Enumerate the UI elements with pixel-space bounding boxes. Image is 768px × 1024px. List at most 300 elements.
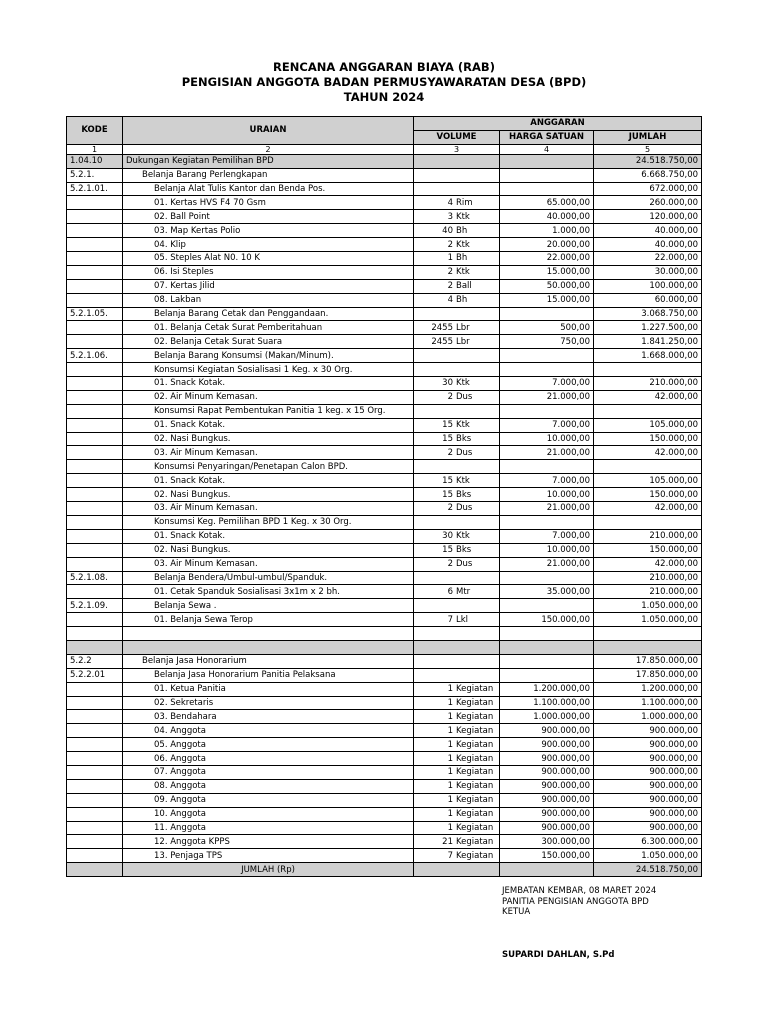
row-harga-satuan: [500, 154, 594, 168]
volume-qty: 2455: [431, 336, 453, 347]
row-volume: [414, 807, 500, 821]
row-harga-satuan: 10.000,00: [500, 432, 594, 446]
row-harga-satuan: 21.000,00: [500, 390, 594, 404]
row-kode: [67, 363, 123, 377]
row-jumlah: [594, 363, 702, 377]
row-harga-satuan: 15.000,00: [500, 265, 594, 279]
row-volume: [414, 835, 500, 849]
total-label: JUMLAH (Rp): [123, 863, 414, 877]
row-harga-satuan: 900.000,00: [500, 765, 594, 779]
volume-qty: 1: [447, 795, 453, 806]
row-volume: [414, 363, 500, 377]
row-uraian: 01. Ketua Panitia: [123, 682, 414, 696]
volume-unit: Rim: [456, 197, 473, 208]
budget-table-body: [67, 154, 702, 862]
row-harga-satuan: 7.000,00: [500, 377, 594, 391]
row-uraian: 03. Air Minum Kemasan.: [123, 446, 414, 460]
volume-unit: Lbr: [456, 322, 470, 333]
table-row: [67, 710, 702, 724]
row-kode: [67, 321, 123, 335]
volume-unit: Kegiatan: [456, 850, 494, 861]
row-harga-satuan: 35.000,00: [500, 585, 594, 599]
row-kode: [67, 821, 123, 835]
row-uraian: Belanja Jasa Honorarium: [123, 654, 414, 668]
row-jumlah: 900.000,00: [594, 738, 702, 752]
volume-pair: [417, 530, 496, 542]
volume-qty: 21: [442, 836, 453, 847]
volume-pair: [417, 266, 496, 278]
volume-qty: 30: [442, 378, 453, 389]
table-row: [67, 849, 702, 863]
table-row: [67, 682, 702, 696]
volume-pair: [417, 225, 496, 237]
row-harga-satuan: 900.000,00: [500, 807, 594, 821]
row-harga-satuan: [500, 640, 594, 654]
row-uraian: Belanja Barang Cetak dan Penggandaan.: [123, 307, 414, 321]
row-uraian: 12. Anggota KPPS: [123, 835, 414, 849]
row-jumlah: 1.000.000,00: [594, 710, 702, 724]
row-harga-satuan: 65.000,00: [500, 196, 594, 210]
row-uraian: 07. Kertas Jilid: [123, 279, 414, 293]
volume-pair: [417, 239, 496, 251]
row-uraian: [123, 640, 414, 654]
row-jumlah: 150.000,00: [594, 488, 702, 502]
table-row: [67, 779, 702, 793]
volume-qty: 1: [447, 253, 453, 264]
volume-pair: [417, 475, 496, 487]
volume-pair: [417, 447, 496, 459]
row-volume: [414, 279, 500, 293]
row-jumlah: 120.000,00: [594, 210, 702, 224]
row-volume: [414, 585, 500, 599]
row-uraian: 02. Sekretaris: [123, 696, 414, 710]
table-row: [67, 765, 702, 779]
volume-pair: [417, 808, 496, 820]
row-jumlah: 900.000,00: [594, 807, 702, 821]
row-kode: [67, 252, 123, 266]
volume-unit: Ktk: [456, 531, 470, 542]
volume-qty: 1: [447, 781, 453, 792]
row-kode: [67, 682, 123, 696]
row-volume: [414, 238, 500, 252]
table-row: [67, 613, 702, 627]
volume-pair: [417, 780, 496, 792]
row-kode: [67, 460, 123, 474]
row-jumlah: 1.050.000,00: [594, 613, 702, 627]
table-row: [67, 293, 702, 307]
row-harga-satuan: 10.000,00: [500, 488, 594, 502]
row-kode: [67, 488, 123, 502]
row-kode: 5.2.2: [67, 654, 123, 668]
row-jumlah: 210.000,00: [594, 529, 702, 543]
header-anggaran: ANGGARAN: [414, 117, 702, 131]
row-uraian: Konsumsi Kegiatan Sosialisasi 1 Keg. x 30 Org.: [123, 363, 414, 377]
row-uraian: 08. Lakban: [123, 293, 414, 307]
row-volume: [414, 529, 500, 543]
row-kode: [67, 613, 123, 627]
row-volume: [414, 474, 500, 488]
row-kode: [67, 738, 123, 752]
volume-pair: [417, 252, 496, 264]
volume-pair: [417, 697, 496, 709]
volume-unit: Kegiatan: [456, 725, 494, 736]
header-num-1: 1: [67, 144, 123, 154]
row-kode: [67, 404, 123, 418]
table-row: [67, 390, 702, 404]
volume-qty: 30: [442, 531, 453, 542]
table-row: [67, 585, 702, 599]
row-uraian: 11. Anggota: [123, 821, 414, 835]
table-row: [67, 418, 702, 432]
volume-qty: 1: [447, 822, 453, 833]
table-row: [67, 738, 702, 752]
row-harga-satuan: 7.000,00: [500, 418, 594, 432]
row-kode: 5.2.1.01.: [67, 182, 123, 196]
row-uraian: Belanja Jasa Honorarium Panitia Pelaksana: [123, 668, 414, 682]
volume-qty: 15: [442, 545, 453, 556]
volume-pair: [417, 766, 496, 778]
row-volume: [414, 668, 500, 682]
volume-pair: [417, 794, 496, 806]
table-row: [67, 238, 702, 252]
table-row: [67, 557, 702, 571]
volume-pair: [417, 377, 496, 389]
total-harga-cell: [500, 863, 594, 877]
row-volume: [414, 724, 500, 738]
header-jumlah: JUMLAH: [594, 130, 702, 144]
row-kode: [67, 557, 123, 571]
row-kode: [67, 418, 123, 432]
row-volume: [414, 418, 500, 432]
row-jumlah: 100.000,00: [594, 279, 702, 293]
volume-qty: 1: [447, 697, 453, 708]
volume-pair: [417, 614, 496, 626]
row-kode: [67, 335, 123, 349]
row-volume: [414, 752, 500, 766]
row-harga-satuan: [500, 182, 594, 196]
row-harga-satuan: [500, 571, 594, 585]
row-kode: 5.2.2.01: [67, 668, 123, 682]
header-volume: VOLUME: [414, 130, 500, 144]
row-kode: [67, 502, 123, 516]
row-jumlah: 17.850.000,00: [594, 654, 702, 668]
table-row: [67, 488, 702, 502]
row-harga-satuan: [500, 627, 594, 641]
row-jumlah: [594, 515, 702, 529]
volume-unit: Ball: [456, 281, 472, 292]
volume-pair: [417, 433, 496, 445]
table-row: [67, 154, 702, 168]
volume-qty: 1: [447, 711, 453, 722]
volume-unit: Ktk: [456, 378, 470, 389]
row-kode: 1.04.10: [67, 154, 123, 168]
row-kode: [67, 432, 123, 446]
row-jumlah: 210.000,00: [594, 585, 702, 599]
row-volume: [414, 224, 500, 238]
row-jumlah: 40.000,00: [594, 224, 702, 238]
row-volume: [414, 627, 500, 641]
row-kode: [67, 224, 123, 238]
signature-role: KETUA: [502, 907, 531, 917]
volume-qty: 15: [442, 420, 453, 431]
row-jumlah: 900.000,00: [594, 752, 702, 766]
row-uraian: Belanja Sewa .: [123, 599, 414, 613]
row-uraian: 01. Snack Kotak.: [123, 418, 414, 432]
volume-qty: 1: [447, 684, 453, 695]
table-row: [67, 265, 702, 279]
table-row: [67, 363, 702, 377]
row-jumlah: 24.518.750,00: [594, 154, 702, 168]
row-harga-satuan: 900.000,00: [500, 738, 594, 752]
table-row: [67, 196, 702, 210]
title-line-3: TAHUN 2024: [343, 90, 425, 104]
row-uraian: Belanja Barang Konsumsi (Makan/Minum).: [123, 349, 414, 363]
row-jumlah: 3.068.750,00: [594, 307, 702, 321]
row-harga-satuan: 1.200.000,00: [500, 682, 594, 696]
row-kode: [67, 279, 123, 293]
row-uraian: 04. Anggota: [123, 724, 414, 738]
row-volume: [414, 640, 500, 654]
row-kode: [67, 849, 123, 863]
row-harga-satuan: 1.100.000,00: [500, 696, 594, 710]
row-jumlah: [594, 460, 702, 474]
volume-unit: Lkl: [456, 614, 469, 625]
row-uraian: 02. Nasi Bungkus.: [123, 432, 414, 446]
volume-pair: [417, 280, 496, 292]
volume-pair: [417, 836, 496, 848]
table-row: [67, 752, 702, 766]
table-row: [67, 543, 702, 557]
row-jumlah: [594, 627, 702, 641]
row-jumlah: 42.000,00: [594, 502, 702, 516]
header-num-4: 4: [500, 144, 594, 154]
volume-qty: 2455: [431, 322, 453, 333]
volume-pair: [417, 544, 496, 556]
row-harga-satuan: 500,00: [500, 321, 594, 335]
row-jumlah: 22.000,00: [594, 252, 702, 266]
row-volume: [414, 613, 500, 627]
volume-qty: 1: [447, 809, 453, 820]
row-uraian: 08. Anggota: [123, 779, 414, 793]
table-row: [67, 224, 702, 238]
volume-unit: Kegiatan: [456, 781, 494, 792]
volume-unit: Bks: [456, 545, 472, 556]
row-uraian: 03. Air Minum Kemasan.: [123, 502, 414, 516]
row-harga-satuan: [500, 599, 594, 613]
row-kode: [67, 627, 123, 641]
row-jumlah: 1.227.500,00: [594, 321, 702, 335]
volume-qty: 7: [447, 614, 453, 625]
volume-unit: Ktk: [456, 420, 470, 431]
row-harga-satuan: 1.000.000,00: [500, 710, 594, 724]
row-volume: [414, 307, 500, 321]
row-volume: [414, 460, 500, 474]
row-jumlah: 105.000,00: [594, 474, 702, 488]
table-row: [67, 404, 702, 418]
volume-unit: Dus: [456, 392, 473, 403]
volume-unit: Kegiatan: [456, 795, 494, 806]
row-harga-satuan: 21.000,00: [500, 557, 594, 571]
volume-pair: [417, 294, 496, 306]
volume-unit: Lbr: [456, 336, 470, 347]
row-uraian: 03. Bendahara: [123, 710, 414, 724]
table-row: [67, 460, 702, 474]
row-uraian: 01. Kertas HVS F4 70 Gsm: [123, 196, 414, 210]
table-row: [67, 668, 702, 682]
row-uraian: 02. Air Minum Kemasan.: [123, 390, 414, 404]
table-row: [67, 474, 702, 488]
row-kode: [67, 390, 123, 404]
volume-unit: Dus: [456, 503, 473, 514]
row-jumlah: 150.000,00: [594, 543, 702, 557]
row-jumlah: 1.668.000,00: [594, 349, 702, 363]
row-uraian: 06. Anggota: [123, 752, 414, 766]
row-kode: [67, 807, 123, 821]
volume-qty: 1: [447, 725, 453, 736]
table-row: [67, 377, 702, 391]
row-uraian: Belanja Barang Perlengkapan: [123, 168, 414, 182]
volume-unit: Bks: [456, 434, 472, 445]
row-harga-satuan: [500, 307, 594, 321]
volume-pair: [417, 753, 496, 765]
row-kode: [67, 640, 123, 654]
signature-place-date: JEMBATAN KEMBAR, 08 MARET 2024: [502, 886, 657, 896]
row-harga-satuan: 50.000,00: [500, 279, 594, 293]
volume-qty: 4: [447, 197, 453, 208]
row-harga-satuan: 20.000,00: [500, 238, 594, 252]
row-jumlah: 60.000,00: [594, 293, 702, 307]
row-uraian: 09. Anggota: [123, 793, 414, 807]
row-jumlah: 260.000,00: [594, 196, 702, 210]
table-row: [67, 627, 702, 641]
row-harga-satuan: [500, 168, 594, 182]
table-row: [67, 321, 702, 335]
volume-unit: Ktk: [456, 475, 470, 486]
volume-qty: 2: [447, 281, 453, 292]
signature-name: SUPARDI DAHLAN, S.Pd: [502, 950, 615, 960]
row-volume: [414, 446, 500, 460]
row-volume: [414, 168, 500, 182]
row-kode: [67, 515, 123, 529]
row-jumlah: 900.000,00: [594, 821, 702, 835]
row-uraian: 07. Anggota: [123, 765, 414, 779]
row-jumlah: 1.841.250,00: [594, 335, 702, 349]
table-row: [67, 793, 702, 807]
table-row: [67, 835, 702, 849]
row-uraian: 03. Air Minum Kemasan.: [123, 557, 414, 571]
header-kode: KODE: [67, 117, 123, 145]
signature-committee: PANITIA PENGISIAN ANGGOTA BPD: [502, 896, 649, 907]
volume-unit: Bh: [456, 225, 468, 236]
row-jumlah: 105.000,00: [594, 418, 702, 432]
row-uraian: 01. Belanja Cetak Surat Pemberitahuan: [123, 321, 414, 335]
row-harga-satuan: [500, 460, 594, 474]
table-row: [67, 210, 702, 224]
row-uraian: 01. Belanja Sewa Terop: [123, 613, 414, 627]
row-jumlah: 42.000,00: [594, 557, 702, 571]
volume-unit: Mtr: [456, 586, 471, 597]
total-volume-cell: [414, 863, 500, 877]
row-uraian: Belanja Alat Tulis Kantor dan Benda Pos.: [123, 182, 414, 196]
volume-unit: Kegiatan: [456, 822, 494, 833]
volume-qty: 2: [447, 392, 453, 403]
row-kode: [67, 710, 123, 724]
volume-unit: Bh: [456, 295, 468, 306]
table-row: [67, 599, 702, 613]
row-jumlah: 6.668.750,00: [594, 168, 702, 182]
row-jumlah: 150.000,00: [594, 432, 702, 446]
row-harga-satuan: 40.000,00: [500, 210, 594, 224]
row-uraian: 01. Snack Kotak.: [123, 474, 414, 488]
volume-unit: Kegiatan: [456, 697, 494, 708]
row-volume: [414, 404, 500, 418]
volume-qty: 4: [447, 295, 453, 306]
row-jumlah: 42.000,00: [594, 446, 702, 460]
volume-qty: 2: [447, 239, 453, 250]
title-block: [0, 60, 768, 105]
row-volume: [414, 515, 500, 529]
volume-unit: Dus: [456, 559, 473, 570]
row-jumlah: 40.000,00: [594, 238, 702, 252]
volume-qty: 15: [442, 434, 453, 445]
volume-qty: 40: [442, 225, 453, 236]
row-jumlah: [594, 404, 702, 418]
row-volume: [414, 849, 500, 863]
row-jumlah: 1.200.000,00: [594, 682, 702, 696]
row-harga-satuan: [500, 668, 594, 682]
row-jumlah: 6.300.000,00: [594, 835, 702, 849]
row-uraian: 02. Ball Point: [123, 210, 414, 224]
volume-unit: Kegiatan: [456, 753, 494, 764]
row-harga-satuan: [500, 404, 594, 418]
volume-qty: 2: [447, 447, 453, 458]
row-uraian: 02. Nasi Bungkus.: [123, 488, 414, 502]
row-uraian: 01. Snack Kotak.: [123, 377, 414, 391]
table-row: [67, 307, 702, 321]
row-volume: [414, 377, 500, 391]
row-uraian: 01. Cetak Spanduk Sosialisasi 3x1m x 2 bh.: [123, 585, 414, 599]
header-harga-satuan: HARGA SATUAN: [500, 130, 594, 144]
row-volume: [414, 349, 500, 363]
volume-unit: Ktk: [456, 267, 470, 278]
title-line-2: PENGISIAN ANGGOTA BADAN PERMUSYAWARATAN DESA (BPD): [181, 75, 587, 89]
table-row: [67, 182, 702, 196]
row-uraian: 02. Nasi Bungkus.: [123, 543, 414, 557]
volume-pair: [417, 211, 496, 223]
row-kode: [67, 765, 123, 779]
table-row: [67, 335, 702, 349]
signature-block: [502, 886, 656, 918]
table-row: [67, 696, 702, 710]
row-kode: [67, 474, 123, 488]
volume-pair: [417, 822, 496, 834]
row-harga-satuan: [500, 654, 594, 668]
row-volume: [414, 252, 500, 266]
row-uraian: 04. Klip: [123, 238, 414, 252]
row-kode: [67, 446, 123, 460]
volume-unit: Dus: [456, 447, 473, 458]
row-uraian: 10. Anggota: [123, 807, 414, 821]
row-jumlah: 210.000,00: [594, 571, 702, 585]
row-volume: [414, 793, 500, 807]
row-kode: [67, 377, 123, 391]
row-kode: 5.2.1.08.: [67, 571, 123, 585]
row-jumlah: [594, 640, 702, 654]
row-volume: [414, 654, 500, 668]
table-row: [67, 724, 702, 738]
row-volume: [414, 182, 500, 196]
total-value: 24.518.750,00: [594, 863, 702, 877]
